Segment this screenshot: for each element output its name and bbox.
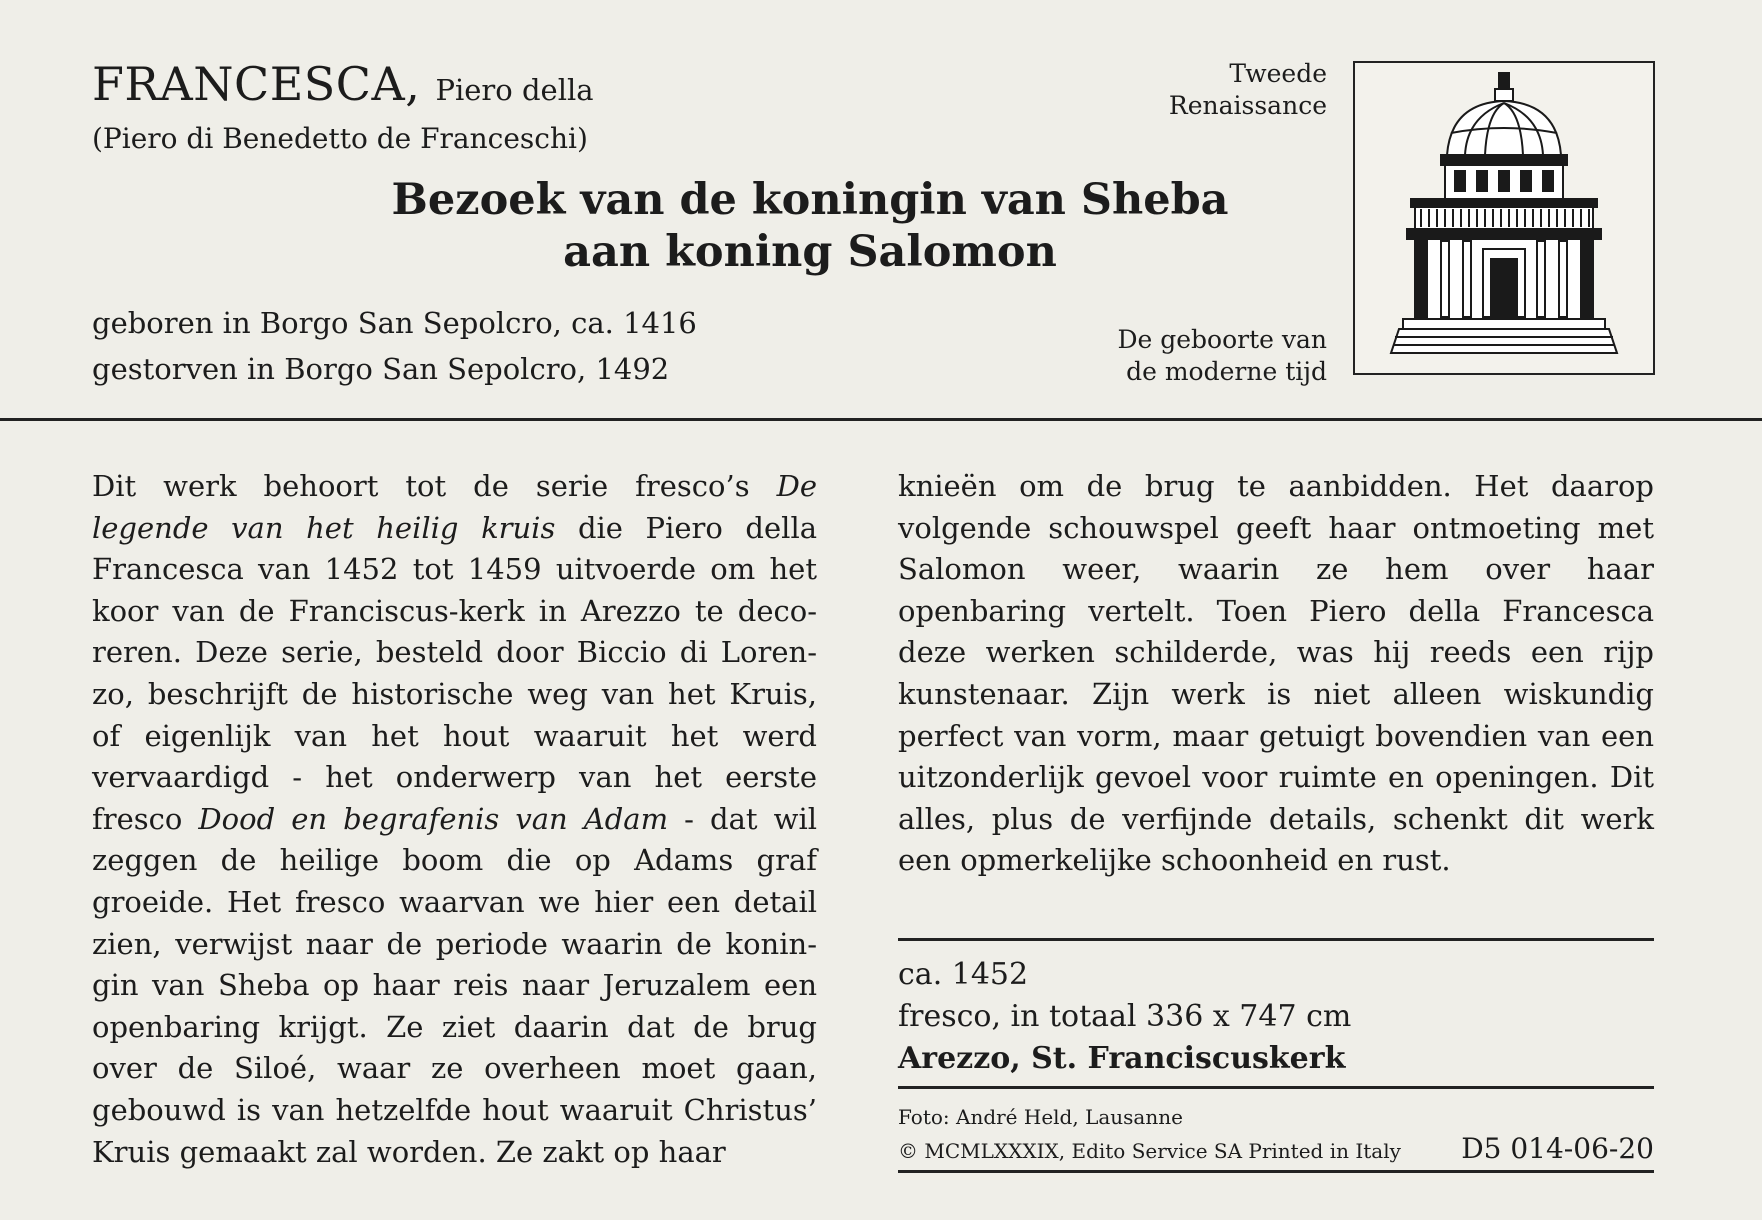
- artwork-title: [300, 174, 1320, 278]
- period-line2: Renaissance: [1168, 91, 1327, 120]
- details-divider-middle: [898, 1086, 1654, 1089]
- died-info: gestorven in Borgo San Sepolcro, 1492: [92, 352, 670, 386]
- description-text: die Piero della Francesca van 1452 tot 1459 uitvoerde om het koor van de Franciscus-kerk in Arezzo te decoreren. Deze serie, besteld door Biccio di Lorenzo, beschrijft de historische weg van het Kruis, of eigenlijk van het hout waaruit het werd vervaardigd - het onderwerp van het eerste fresco: [92, 510, 818, 836]
- fresco-title: Dood en begrafenis van Adam: [198, 801, 669, 836]
- copyright-line: [898, 1134, 1654, 1166]
- header-divider: [0, 418, 1762, 421]
- artwork-medium: fresco, in totaal 336 x 747 cm: [898, 999, 1352, 1034]
- description-text: Dit werk behoort tot de serie fresco’s: [92, 469, 777, 503]
- artist-given-name: Piero della: [435, 73, 594, 107]
- born-info: geboren in Borgo San Sepolcro, ca. 1416: [92, 306, 697, 340]
- details-divider-top: [898, 938, 1654, 941]
- description-right-column: [898, 466, 1654, 882]
- description-paragraph: [92, 466, 817, 1173]
- artist-name: [92, 58, 594, 116]
- period-label: [1169, 58, 1327, 122]
- period-line1: Tweede: [1229, 59, 1327, 88]
- artist-full-name: (Piero di Benedetto de Franceschi): [92, 122, 588, 155]
- details-divider-bottom: [898, 1170, 1654, 1173]
- description-text: - dat wil zeggen de heilige boom die op Adams graf groeide. Het fresco waarvan we hier een detail zien, verwijst naar de periode waarin de koningin van Sheba op haar reis naar Jeruzalem een openbaring krijgt. Ze ziet daarin dat de brug over de Siloé, waar ze overheen moet gaan, gebouwd is van hetzelfde hout waaruit Christus’ Kruis gemaakt zal worden. Ze zakt op haar: [92, 801, 818, 1169]
- artist-surname: FRANCESCA,: [92, 57, 421, 111]
- tempietto-rotunda-icon: [1353, 61, 1655, 375]
- subperiod-line1: De geboorte van: [1117, 325, 1327, 354]
- card-code: D5 014-06-20: [1461, 1132, 1654, 1165]
- photo-credit: Foto: André Held, Lausanne: [898, 1105, 1183, 1129]
- tempietto-drawing: [1355, 63, 1653, 373]
- artwork-date: ca. 1452: [898, 957, 1029, 992]
- artwork-title-line2: aan koning Salomon: [563, 227, 1057, 277]
- artwork-location: Arezzo, St. Franciscuskerk: [898, 1041, 1346, 1076]
- subperiod-line2: de moderne tijd: [1126, 357, 1327, 386]
- description-paragraph-continued: knieën om de brug te aanbidden. Het daarop volgende schouwspel geeft haar ontmoeting met Salomon weer, waarin ze hem over haar openbaring vertelt. Toen Piero della Francesca deze werken schilderde, was hij reeds een rijp kunstenaar. Zijn werk is niet alleen wiskundig perfect van vorm, maar getuigt bovendien van een uitzonderlijk gevoel voor ruimte en openingen. Dit alles, plus de verfijnde details, schenkt dit werk een opmerkelijke schoonheid en rust.: [898, 469, 1654, 878]
- description-left-column: [92, 466, 817, 1173]
- copyright-text: © MCMLXXXIX, Edito Service SA Printed in Italy: [898, 1139, 1401, 1163]
- series-title: De legende van het heilig kruis: [92, 469, 817, 545]
- artwork-title-line1: Bezoek van de koningin van Sheba: [391, 175, 1229, 225]
- subperiod-label: [1117, 324, 1327, 388]
